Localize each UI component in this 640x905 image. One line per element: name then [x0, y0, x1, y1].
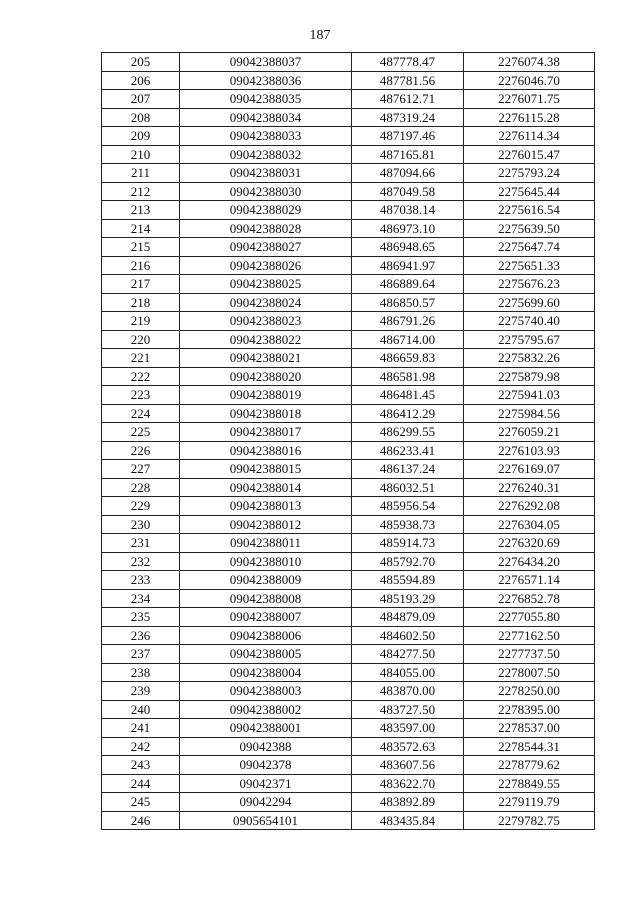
table-row [102, 145, 595, 164]
row-number-cell: 224 [102, 404, 180, 423]
row-number-cell: 211 [102, 164, 180, 183]
table-row [102, 682, 595, 701]
y-coordinate-cell: 2275984.56 [464, 404, 595, 423]
table-row [102, 312, 595, 331]
y-coordinate-cell: 2275651.33 [464, 256, 595, 275]
row-number-cell: 205 [102, 53, 180, 72]
point-id-cell: 09042388021 [180, 349, 352, 368]
x-coordinate-cell: 487038.14 [352, 201, 464, 220]
x-coordinate-cell: 483870.00 [352, 682, 464, 701]
row-number-cell: 244 [102, 774, 180, 793]
point-id-cell: 09042388035 [180, 90, 352, 109]
point-id-cell: 09042388011 [180, 534, 352, 553]
row-number-cell: 238 [102, 663, 180, 682]
point-id-cell: 09042388004 [180, 663, 352, 682]
y-coordinate-cell: 2276103.93 [464, 441, 595, 460]
table-row [102, 552, 595, 571]
y-coordinate-cell: 2279119.79 [464, 793, 595, 812]
coordinates-table [101, 52, 595, 830]
row-number-cell: 217 [102, 275, 180, 294]
x-coordinate-cell: 483607.56 [352, 756, 464, 775]
row-number-cell: 208 [102, 108, 180, 127]
table-row [102, 127, 595, 146]
y-coordinate-cell: 2276115.28 [464, 108, 595, 127]
table-row [102, 571, 595, 590]
table-row [102, 53, 595, 72]
table-row [102, 219, 595, 238]
x-coordinate-cell: 487778.47 [352, 53, 464, 72]
x-coordinate-cell: 485594.89 [352, 571, 464, 590]
table-row [102, 515, 595, 534]
x-coordinate-cell: 483435.84 [352, 811, 464, 830]
row-number-cell: 215 [102, 238, 180, 257]
point-id-cell: 09042388026 [180, 256, 352, 275]
y-coordinate-cell: 2276114.34 [464, 127, 595, 146]
table-row [102, 71, 595, 90]
row-number-cell: 231 [102, 534, 180, 553]
row-number-cell: 213 [102, 201, 180, 220]
point-id-cell: 09042388009 [180, 571, 352, 590]
y-coordinate-cell: 2276571.14 [464, 571, 595, 590]
x-coordinate-cell: 487165.81 [352, 145, 464, 164]
row-number-cell: 227 [102, 460, 180, 479]
y-coordinate-cell: 2276240.31 [464, 478, 595, 497]
y-coordinate-cell: 2276320.69 [464, 534, 595, 553]
y-coordinate-cell: 2275645.44 [464, 182, 595, 201]
point-id-cell: 09042388024 [180, 293, 352, 312]
table-row [102, 349, 595, 368]
point-id-cell: 09042371 [180, 774, 352, 793]
table-row [102, 108, 595, 127]
y-coordinate-cell: 2278537.00 [464, 719, 595, 738]
table-row [102, 386, 595, 405]
row-number-cell: 216 [102, 256, 180, 275]
x-coordinate-cell: 486032.51 [352, 478, 464, 497]
table-row [102, 700, 595, 719]
point-id-cell: 09042294 [180, 793, 352, 812]
point-id-cell: 09042388025 [180, 275, 352, 294]
x-coordinate-cell: 484277.50 [352, 645, 464, 664]
y-coordinate-cell: 2275639.50 [464, 219, 595, 238]
row-number-cell: 212 [102, 182, 180, 201]
table-row [102, 719, 595, 738]
x-coordinate-cell: 485193.29 [352, 589, 464, 608]
table-row [102, 663, 595, 682]
y-coordinate-cell: 2275676.23 [464, 275, 595, 294]
point-id-cell: 09042388034 [180, 108, 352, 127]
point-id-cell: 09042388018 [180, 404, 352, 423]
x-coordinate-cell: 486659.83 [352, 349, 464, 368]
point-id-cell: 09042388019 [180, 386, 352, 405]
page-number: 187 [309, 28, 331, 43]
row-number-cell: 214 [102, 219, 180, 238]
row-number-cell: 232 [102, 552, 180, 571]
table-row [102, 164, 595, 183]
row-number-cell: 218 [102, 293, 180, 312]
row-number-cell: 230 [102, 515, 180, 534]
x-coordinate-cell: 486973.10 [352, 219, 464, 238]
x-coordinate-cell: 483892.89 [352, 793, 464, 812]
row-number-cell: 229 [102, 497, 180, 516]
y-coordinate-cell: 2276015.47 [464, 145, 595, 164]
row-number-cell: 239 [102, 682, 180, 701]
row-number-cell: 241 [102, 719, 180, 738]
y-coordinate-cell: 2276071.75 [464, 90, 595, 109]
x-coordinate-cell: 486850.57 [352, 293, 464, 312]
row-number-cell: 206 [102, 71, 180, 90]
point-id-cell: 09042388027 [180, 238, 352, 257]
row-number-cell: 242 [102, 737, 180, 756]
table-row [102, 811, 595, 830]
row-number-cell: 225 [102, 423, 180, 442]
x-coordinate-cell: 486948.65 [352, 238, 464, 257]
point-id-cell: 09042388003 [180, 682, 352, 701]
point-id-cell: 0905654101 [180, 811, 352, 830]
y-coordinate-cell: 2275941.03 [464, 386, 595, 405]
row-number-cell: 209 [102, 127, 180, 146]
table-row [102, 275, 595, 294]
row-number-cell: 236 [102, 626, 180, 645]
x-coordinate-cell: 485956.54 [352, 497, 464, 516]
point-id-cell: 09042388015 [180, 460, 352, 479]
y-coordinate-cell: 2276074.38 [464, 53, 595, 72]
point-id-cell: 09042388023 [180, 312, 352, 331]
y-coordinate-cell: 2275879.98 [464, 367, 595, 386]
row-number-cell: 245 [102, 793, 180, 812]
y-coordinate-cell: 2276304.05 [464, 515, 595, 534]
table-row [102, 256, 595, 275]
y-coordinate-cell: 2276292.08 [464, 497, 595, 516]
point-id-cell: 09042388022 [180, 330, 352, 349]
x-coordinate-cell: 486581.98 [352, 367, 464, 386]
point-id-cell: 09042388017 [180, 423, 352, 442]
point-id-cell: 09042388008 [180, 589, 352, 608]
y-coordinate-cell: 2278544.31 [464, 737, 595, 756]
point-id-cell: 09042388 [180, 737, 352, 756]
y-coordinate-cell: 2276434.20 [464, 552, 595, 571]
table-row [102, 478, 595, 497]
x-coordinate-cell: 486714.00 [352, 330, 464, 349]
point-id-cell: 09042388029 [180, 201, 352, 220]
table-row [102, 423, 595, 442]
y-coordinate-cell: 2275699.60 [464, 293, 595, 312]
x-coordinate-cell: 484602.50 [352, 626, 464, 645]
row-number-cell: 226 [102, 441, 180, 460]
y-coordinate-cell: 2277055.80 [464, 608, 595, 627]
x-coordinate-cell: 484879.09 [352, 608, 464, 627]
x-coordinate-cell: 487049.58 [352, 182, 464, 201]
y-coordinate-cell: 2275795.67 [464, 330, 595, 349]
coordinates-table-body [102, 53, 595, 830]
x-coordinate-cell: 486299.55 [352, 423, 464, 442]
row-number-cell: 228 [102, 478, 180, 497]
y-coordinate-cell: 2278250.00 [464, 682, 595, 701]
y-coordinate-cell: 2275616.54 [464, 201, 595, 220]
row-number-cell: 207 [102, 90, 180, 109]
x-coordinate-cell: 486791.26 [352, 312, 464, 331]
point-id-cell: 09042388006 [180, 626, 352, 645]
row-number-cell: 233 [102, 571, 180, 590]
table-row [102, 293, 595, 312]
x-coordinate-cell: 483622.70 [352, 774, 464, 793]
table-row [102, 534, 595, 553]
table-row [102, 201, 595, 220]
row-number-cell: 243 [102, 756, 180, 775]
table-row [102, 497, 595, 516]
table-row [102, 460, 595, 479]
y-coordinate-cell: 2275647.74 [464, 238, 595, 257]
row-number-cell: 221 [102, 349, 180, 368]
table-row [102, 756, 595, 775]
y-coordinate-cell: 2277162.50 [464, 626, 595, 645]
table-row [102, 774, 595, 793]
x-coordinate-cell: 486889.64 [352, 275, 464, 294]
table-row [102, 441, 595, 460]
point-id-cell: 09042388005 [180, 645, 352, 664]
row-number-cell: 235 [102, 608, 180, 627]
point-id-cell: 09042388001 [180, 719, 352, 738]
row-number-cell: 222 [102, 367, 180, 386]
x-coordinate-cell: 486481.45 [352, 386, 464, 405]
table-row [102, 737, 595, 756]
point-id-cell: 09042388014 [180, 478, 352, 497]
x-coordinate-cell: 487319.24 [352, 108, 464, 127]
y-coordinate-cell: 2276169.07 [464, 460, 595, 479]
point-id-cell: 09042388012 [180, 515, 352, 534]
row-number-cell: 223 [102, 386, 180, 405]
x-coordinate-cell: 487197.46 [352, 127, 464, 146]
x-coordinate-cell: 487094.66 [352, 164, 464, 183]
table-row [102, 238, 595, 257]
y-coordinate-cell: 2276059.21 [464, 423, 595, 442]
table-row [102, 404, 595, 423]
point-id-cell: 09042388030 [180, 182, 352, 201]
table-row [102, 367, 595, 386]
row-number-cell: 237 [102, 645, 180, 664]
point-id-cell: 09042388037 [180, 53, 352, 72]
point-id-cell: 09042388033 [180, 127, 352, 146]
table-row [102, 182, 595, 201]
point-id-cell: 09042388031 [180, 164, 352, 183]
x-coordinate-cell: 483572.63 [352, 737, 464, 756]
row-number-cell: 210 [102, 145, 180, 164]
point-id-cell: 09042388013 [180, 497, 352, 516]
table-row [102, 793, 595, 812]
x-coordinate-cell: 485792.70 [352, 552, 464, 571]
point-id-cell: 09042378 [180, 756, 352, 775]
x-coordinate-cell: 485914.73 [352, 534, 464, 553]
row-number-cell: 240 [102, 700, 180, 719]
x-coordinate-cell: 486233.41 [352, 441, 464, 460]
row-number-cell: 220 [102, 330, 180, 349]
point-id-cell: 09042388020 [180, 367, 352, 386]
y-coordinate-cell: 2275832.26 [464, 349, 595, 368]
y-coordinate-cell: 2279782.75 [464, 811, 595, 830]
x-coordinate-cell: 487781.56 [352, 71, 464, 90]
y-coordinate-cell: 2276046.70 [464, 71, 595, 90]
x-coordinate-cell: 485938.73 [352, 515, 464, 534]
table-row [102, 645, 595, 664]
x-coordinate-cell: 486412.29 [352, 404, 464, 423]
x-coordinate-cell: 484055.00 [352, 663, 464, 682]
y-coordinate-cell: 2275740.40 [464, 312, 595, 331]
x-coordinate-cell: 487612.71 [352, 90, 464, 109]
row-number-cell: 219 [102, 312, 180, 331]
table-row [102, 626, 595, 645]
point-id-cell: 09042388016 [180, 441, 352, 460]
table-row [102, 589, 595, 608]
x-coordinate-cell: 486941.97 [352, 256, 464, 275]
point-id-cell: 09042388028 [180, 219, 352, 238]
y-coordinate-cell: 2275793.24 [464, 164, 595, 183]
point-id-cell: 09042388007 [180, 608, 352, 627]
point-id-cell: 09042388036 [180, 71, 352, 90]
y-coordinate-cell: 2278395.00 [464, 700, 595, 719]
y-coordinate-cell: 2278007.50 [464, 663, 595, 682]
point-id-cell: 09042388010 [180, 552, 352, 571]
row-number-cell: 234 [102, 589, 180, 608]
point-id-cell: 09042388002 [180, 700, 352, 719]
x-coordinate-cell: 483597.00 [352, 719, 464, 738]
table-row [102, 608, 595, 627]
y-coordinate-cell: 2276852.78 [464, 589, 595, 608]
x-coordinate-cell: 483727.50 [352, 700, 464, 719]
y-coordinate-cell: 2278849.55 [464, 774, 595, 793]
table-row [102, 90, 595, 109]
table-row [102, 330, 595, 349]
y-coordinate-cell: 2278779.62 [464, 756, 595, 775]
row-number-cell: 246 [102, 811, 180, 830]
x-coordinate-cell: 486137.24 [352, 460, 464, 479]
point-id-cell: 09042388032 [180, 145, 352, 164]
y-coordinate-cell: 2277737.50 [464, 645, 595, 664]
